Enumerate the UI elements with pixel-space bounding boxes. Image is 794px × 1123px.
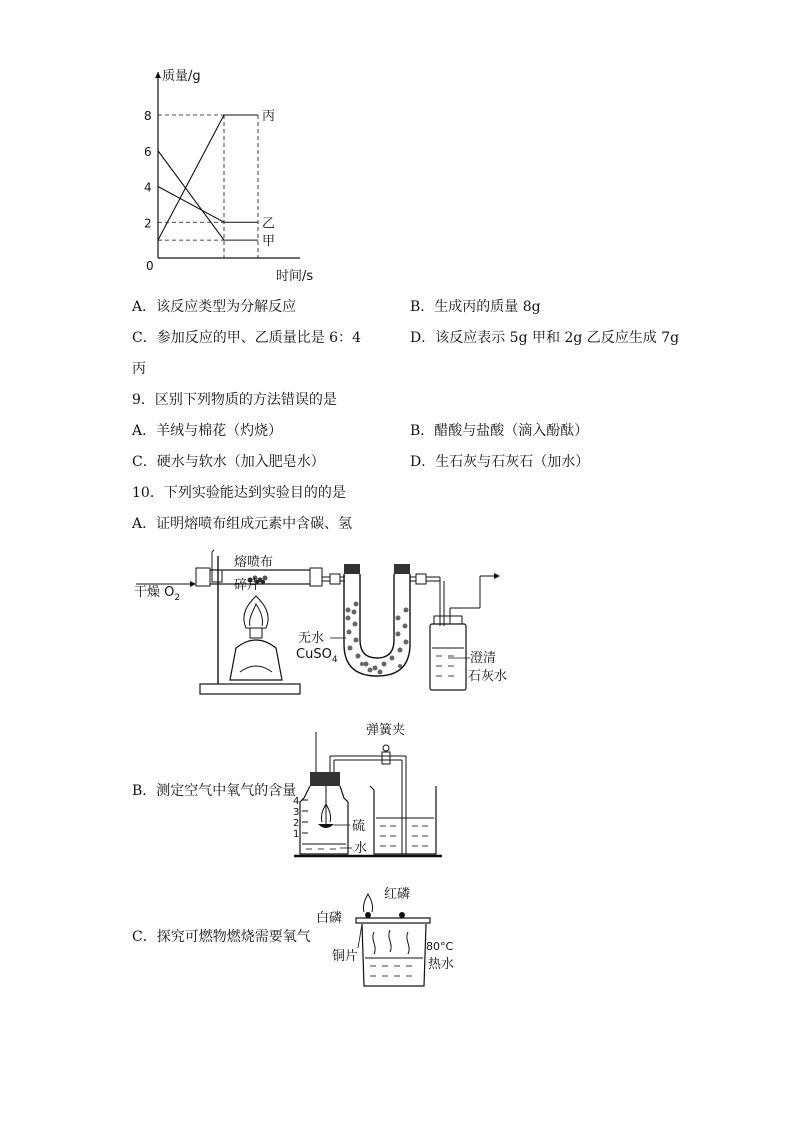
label-white-p: 白磷 — [316, 911, 343, 926]
stand-base — [200, 684, 300, 694]
beaker — [370, 786, 436, 854]
q8-option-c: C．参加反应的甲、乙质量比是 6：4 — [132, 330, 361, 346]
apparatus-b-oxygen-content — [290, 718, 450, 866]
series-line-2 — [158, 151, 258, 240]
label-hot-water: 热水 — [428, 957, 455, 972]
flame — [244, 596, 268, 628]
q9-option-b: B．醋酸与盐酸（滴入酚酞） — [410, 423, 589, 439]
apparatus-c-combustion-condition — [312, 880, 472, 990]
white-phosphorus — [363, 894, 372, 918]
hot-water-beaker — [362, 924, 426, 986]
y-axis-arrow — [155, 72, 161, 78]
series-line-1 — [158, 187, 258, 223]
q9-stem: 9．区别下列物质的方法错误的是 — [132, 392, 337, 408]
q10-option-b: B．测定空气中氧气的含量 — [132, 783, 297, 799]
y-tick-label-4: 4 — [144, 180, 152, 195]
u-tube — [344, 564, 410, 676]
label-red-p: 红磷 — [384, 887, 411, 902]
apparatus-a-combustion — [130, 548, 510, 700]
series-label-2: 甲 — [262, 234, 276, 250]
label-fabric-1: 熔喷布 — [234, 555, 274, 570]
gas-bottle — [300, 772, 348, 854]
alcohol-lamp — [230, 628, 282, 680]
copper-plate — [356, 918, 430, 923]
q8-option-d: D．该反应表示 5g 甲和 2g 乙反应生成 7g — [410, 330, 680, 346]
mark-1: 1 — [293, 829, 300, 840]
label-water: 水 — [354, 841, 368, 856]
series-label-1: 乙 — [262, 216, 276, 232]
label-dry-o2: 干燥 $O_2$ — [134, 585, 181, 603]
q10-stem: 10．下列实验能达到实验目的的是 — [132, 485, 346, 501]
mass-time-chart — [120, 60, 340, 290]
q10-option-a: A．证明熔喷布组成元素中含碳、氢 — [132, 516, 353, 532]
label-cuso4-2: CuSO$_4$ — [296, 647, 338, 665]
q9-option-a: A．羊绒与棉花（灼烧） — [132, 423, 283, 439]
q8-option-d-continued: 丙 — [132, 361, 146, 377]
label-sulfur: 硫 — [352, 819, 366, 834]
label-lime-2: 石灰水 — [468, 669, 508, 684]
label-temp: 80°C — [426, 940, 454, 953]
label-fabric-2-text: 碎片 — [234, 578, 261, 593]
y-tick-label-6: 6 — [144, 144, 152, 159]
q9-option-c: C．硬水与软水（加入肥皂水） — [132, 454, 325, 470]
label-copper: 铜片 — [332, 949, 359, 964]
y-tick-label-2: 2 — [144, 216, 152, 231]
label-cuso4-1: 无水 — [298, 631, 325, 646]
q9-option-d: D．生石灰与石灰石（加水） — [410, 454, 590, 470]
q8-option-b: B．生成丙的质量 8g — [410, 299, 541, 315]
series-line-0 — [158, 115, 258, 240]
mark-3: 3 — [293, 807, 300, 818]
origin-label: 0 — [146, 259, 154, 273]
label-lime-1: 澄清 — [470, 651, 497, 666]
q10-option-c: C．探究可燃物燃烧需要氧气 — [132, 929, 311, 945]
mark-2: 2 — [293, 818, 300, 829]
red-phosphorus — [399, 912, 405, 918]
x-axis-label: 时间/s — [276, 269, 314, 284]
series-label-0: 丙 — [262, 109, 276, 124]
mark-4: 4 — [293, 796, 300, 807]
y-axis-label: 质量/g — [162, 69, 201, 84]
spring-clip — [382, 745, 390, 764]
y-tick-label-8: 8 — [144, 109, 152, 123]
q8-option-a: A．该反应类型为分解反应 — [132, 299, 297, 315]
label-clip: 弹簧夹 — [366, 723, 406, 738]
